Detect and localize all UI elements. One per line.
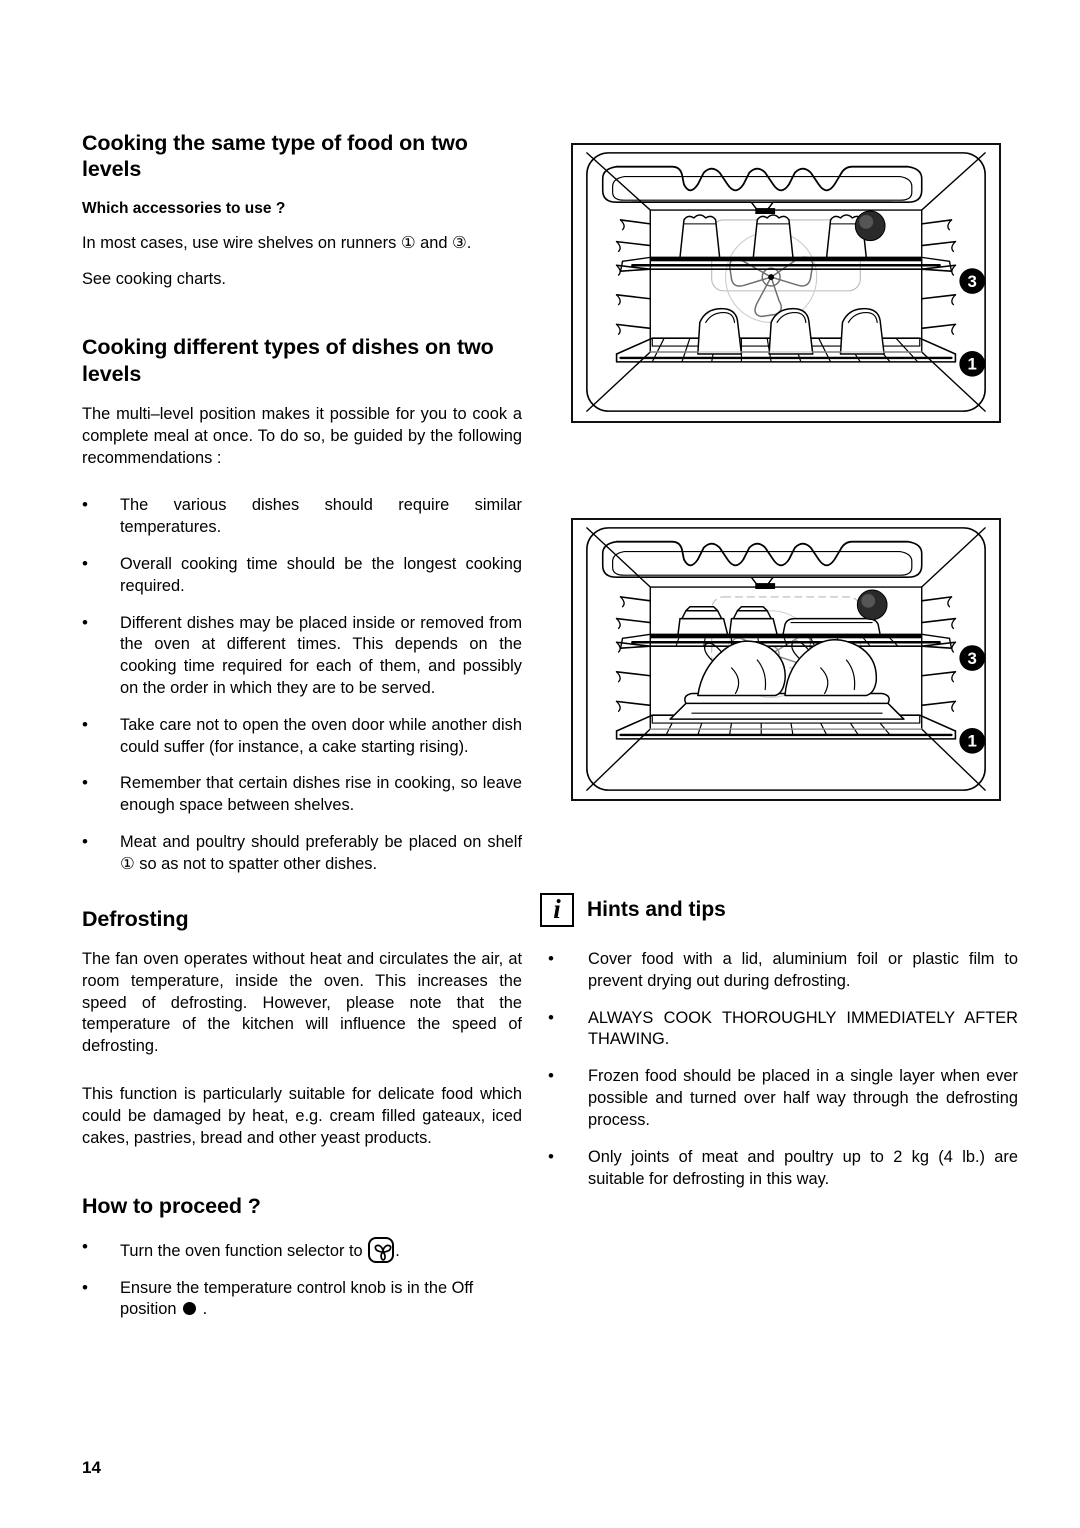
bullet-marker: • (82, 1236, 88, 1256)
spacer (82, 1163, 522, 1193)
hints-title-text: Hints and tips (587, 898, 726, 921)
list-item (82, 773, 522, 817)
list-item-text-before: Ensure the temperature control knob is in the Off position (120, 1278, 474, 1319)
list-item-text: Take care not to open the oven door while another dish could suffer (for instance, a cake starting rising). (120, 715, 522, 756)
list-item (540, 1008, 1018, 1052)
list-item-text: Remember that certain dishes rise in cooking, so leave enough space between shelves. (120, 774, 522, 815)
svg-text:3: 3 (967, 648, 977, 668)
list-how-to-proceed (82, 1237, 522, 1322)
list-item-text: Cover food with a lid, aluminium foil or plastic film to prevent drying out during defrosting. (588, 950, 1018, 990)
list-item-text: Only joints of meat and poultry up to 2 kg (4 lb.) are suitable for defrosting in this way. (588, 1147, 1018, 1188)
shelf-badge-1 (959, 351, 985, 377)
left-column (82, 130, 522, 1321)
list-item-text: Meat and poultry should preferably be placed on shelf ① so as not to spatter other dishes. (120, 833, 522, 873)
bullet-marker: • (82, 1277, 88, 1297)
paragraph-runners: In most cases, use wire shelves on runners ① and ③. (82, 233, 472, 252)
list-item (82, 1278, 522, 1322)
illustration-oven-two-levels-same-food (571, 143, 1001, 423)
paragraph-multilevel-intro: The multi–level position makes it possible for you to cook a complete meal at once. To do so, be guided by the following recommendations : (82, 404, 522, 467)
bullet-marker: • (82, 714, 88, 734)
bullet-marker: • (82, 832, 88, 852)
list-item-text: The various dishes should require similar temperatures. (120, 496, 522, 537)
list-item (82, 554, 522, 598)
info-icon (540, 893, 574, 927)
subheading-which-accessories: Which accessories to use ? (82, 200, 286, 218)
illustration-oven-two-levels-different-dishes (571, 518, 1001, 801)
svg-text:1: 1 (967, 354, 977, 374)
bullet-marker: • (548, 1066, 554, 1086)
list-item (540, 949, 1018, 993)
list-item (82, 715, 522, 759)
bullet-marker: • (548, 1146, 554, 1166)
info-icon-letter: i (553, 893, 561, 924)
spacer (82, 304, 522, 334)
svg-text:1: 1 (967, 731, 977, 751)
paragraph-defrosting-1: The fan oven operates without heat and circulates the air, at room temperature, inside the oven. This increases the speed of defrosting. However, please note that the temperature of the kitchen will influence the speed of defrosting. (82, 949, 522, 1056)
spacer (82, 483, 522, 495)
shelf-badge-1 (959, 728, 985, 754)
fan-function-icon (368, 1237, 394, 1263)
page-number: 14 (82, 1458, 101, 1477)
off-position-icon (183, 1302, 196, 1315)
list-item-text-after: . (198, 1300, 208, 1319)
shelf-badge-3 (959, 268, 985, 294)
list-item (82, 495, 522, 539)
list-item-text: Overall cooking time should be the longest cooking required. (120, 554, 522, 595)
list-item-text-after: . (395, 1241, 400, 1260)
list-item-text: ALWAYS COOK THOROUGHLY IMMEDIATELY AFTER THAWING. (588, 1008, 1018, 1049)
right-column-hints (540, 893, 1018, 1190)
list-hints-and-tips (540, 949, 1018, 1190)
list-item-text: Different dishes may be placed inside or removed from the oven at different times. This depends on the cooking time required for each of them, and possibly on the order in which they are to be served. (120, 613, 522, 697)
spacer (82, 1072, 522, 1084)
bullet-marker: • (82, 612, 88, 632)
list-item (82, 832, 522, 876)
hints-and-tips-heading (540, 893, 1018, 927)
list-multilevel-recommendations (82, 495, 522, 875)
list-item (540, 1147, 1018, 1191)
bullet-marker: • (82, 553, 88, 573)
shelf-badge-3 (959, 645, 985, 671)
heading-cooking-same-type: Cooking the same type of food on two levels (82, 131, 468, 182)
bullet-marker: • (548, 1007, 554, 1027)
list-item-text-before: Turn the oven function selector to (120, 1241, 368, 1260)
heading-cooking-different-types: Cooking different types of dishes on two levels (82, 335, 494, 386)
list-item (82, 1237, 522, 1263)
list-item (82, 613, 522, 700)
bullet-marker: • (548, 949, 554, 968)
paragraph-see-charts: See cooking charts. (82, 269, 226, 288)
spacer (82, 876, 522, 906)
list-item (540, 1066, 1018, 1131)
heading-how-to-proceed: How to proceed ? (82, 1194, 261, 1219)
list-item-text: Frozen food should be placed in a single layer when ever possible and turned over half way through the defrosting process. (588, 1067, 1018, 1129)
bullet-marker: • (82, 773, 88, 793)
paragraph-defrosting-2: This function is particularly suitable for delicate food which could be damaged by heat, e.g. cream filled gateaux, iced cakes, pastries, bread and other yeast products. (82, 1084, 522, 1147)
heading-defrosting: Defrosting (82, 906, 189, 931)
svg-text:3: 3 (967, 271, 977, 291)
bullet-marker: • (82, 495, 88, 515)
